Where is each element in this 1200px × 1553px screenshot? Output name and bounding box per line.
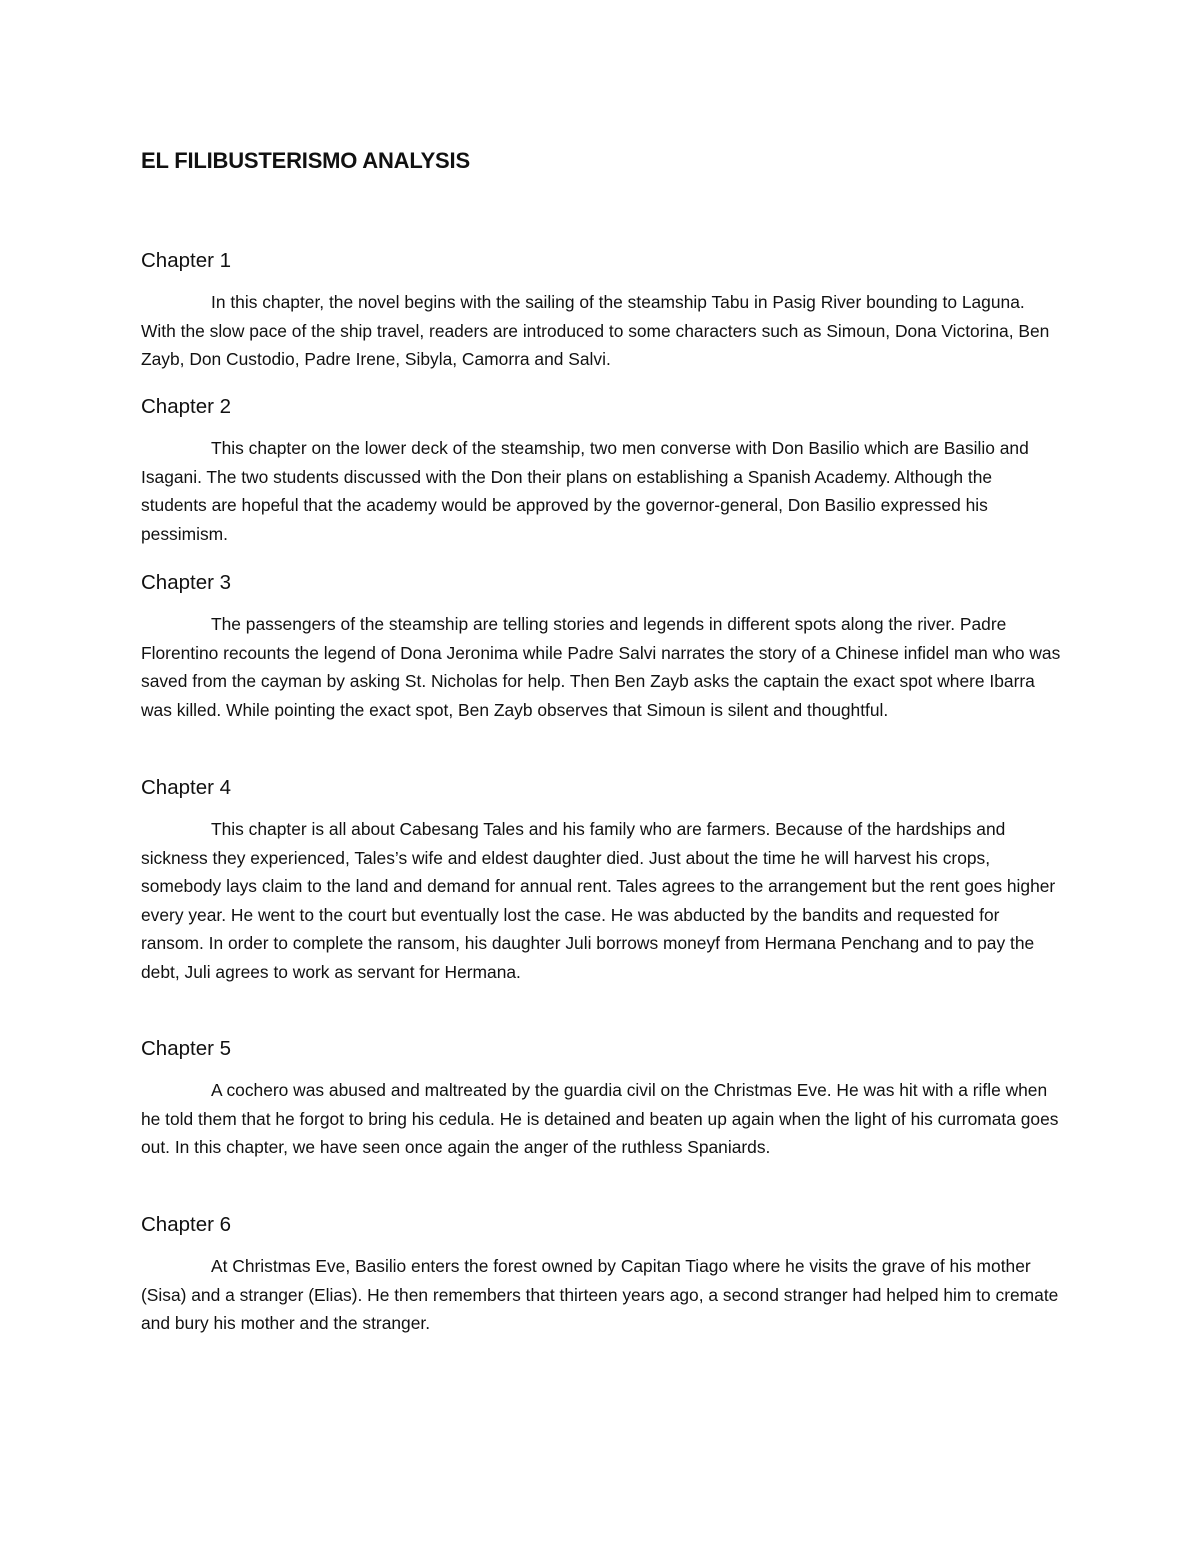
chapter-heading: Chapter 6 [141,1213,232,1236]
chapter-heading: Chapter 5 [141,1037,232,1060]
chapter-heading: Chapter 3 [141,571,232,594]
chapter-paragraph: At Christmas Eve, Basilio enters the forest owned by Capitan Tiago where he visits the grave of his mother (Sisa) and a stranger (Elias). He then remembers that thirteen years ago, a second stranger had helped him to cremate and bury his mother and the stranger. [141,1256,1059,1333]
chapter-paragraph: This chapter is all about Cabesang Tales and his family who are farmers. Because of the hardships and sickness they experienced, Tales’s wife and eldest daughter died. Just about the time he will harvest his crops, somebody lays claim to the land and demand for annual rent. Tales agrees to the arrangement but the rent goes higher every year. He went to the court but eventually lost the case. He was abducted by the bandits and requested for ransom. In order to complete the ransom, his daughter Juli borrows moneyf from Hermana Penchang and to pay the debt, Juli agrees to work as servant for Hermana. [141,819,1056,982]
chapter-paragraph: In this chapter, the novel begins with the sailing of the steamship Tabu in Pasig River bounding to Laguna. With the slow pace of the ship travel, readers are introduced to some characters such as Simoun, Dona Victorina, Ben Zayb, Don Custodio, Padre Irene, Sibyla, Camorra and Salvi. [141,292,1050,369]
chapter-6-section [141,1212,1061,1338]
chapter-paragraph: This chapter on the lower deck of the steamship, two men converse with Don Basilio which are Basilio and Isagani. The two students discussed with the Don their plans on establishing a Spanish Academy. Although the students are hopeful that the academy would be approved by the governor-general, Don Basilio expressed his pessimism. [141,438,1029,544]
chapter-5-section [141,1036,1061,1162]
chapter-heading: Chapter 2 [141,395,232,418]
chapter-4-section [141,775,1061,986]
chapter-2-section [141,394,1061,548]
document-title: EL FILIBUSTERISMO ANALYSIS [141,148,470,173]
chapter-3-section [141,570,1061,724]
chapter-heading: Chapter 4 [141,776,232,799]
chapter-paragraph: The passengers of the steamship are telling stories and legends in different spots along the river. Padre Florentino recounts the legend of Dona Jeronima while Padre Salvi narrates the story of a Chinese infidel man who was saved from the cayman by asking St. Nicholas for help. Then Ben Zayb asks the captain the exact spot where Ibarra was killed. While pointing the exact spot, Ben Zayb observes that Simoun is silent and thoughtful. [141,614,1061,720]
chapter-heading: Chapter 1 [141,249,232,272]
chapter-paragraph: A cochero was abused and maltreated by the guardia civil on the Christmas Eve. He was hit with a rifle when he told them that he forgot to bring his cedula. He is detained and beaten up again when the light of his curromata goes out. In this chapter, we have seen once again the anger of the ruthless Spaniards. [141,1080,1059,1157]
chapter-1-section [141,248,1061,374]
